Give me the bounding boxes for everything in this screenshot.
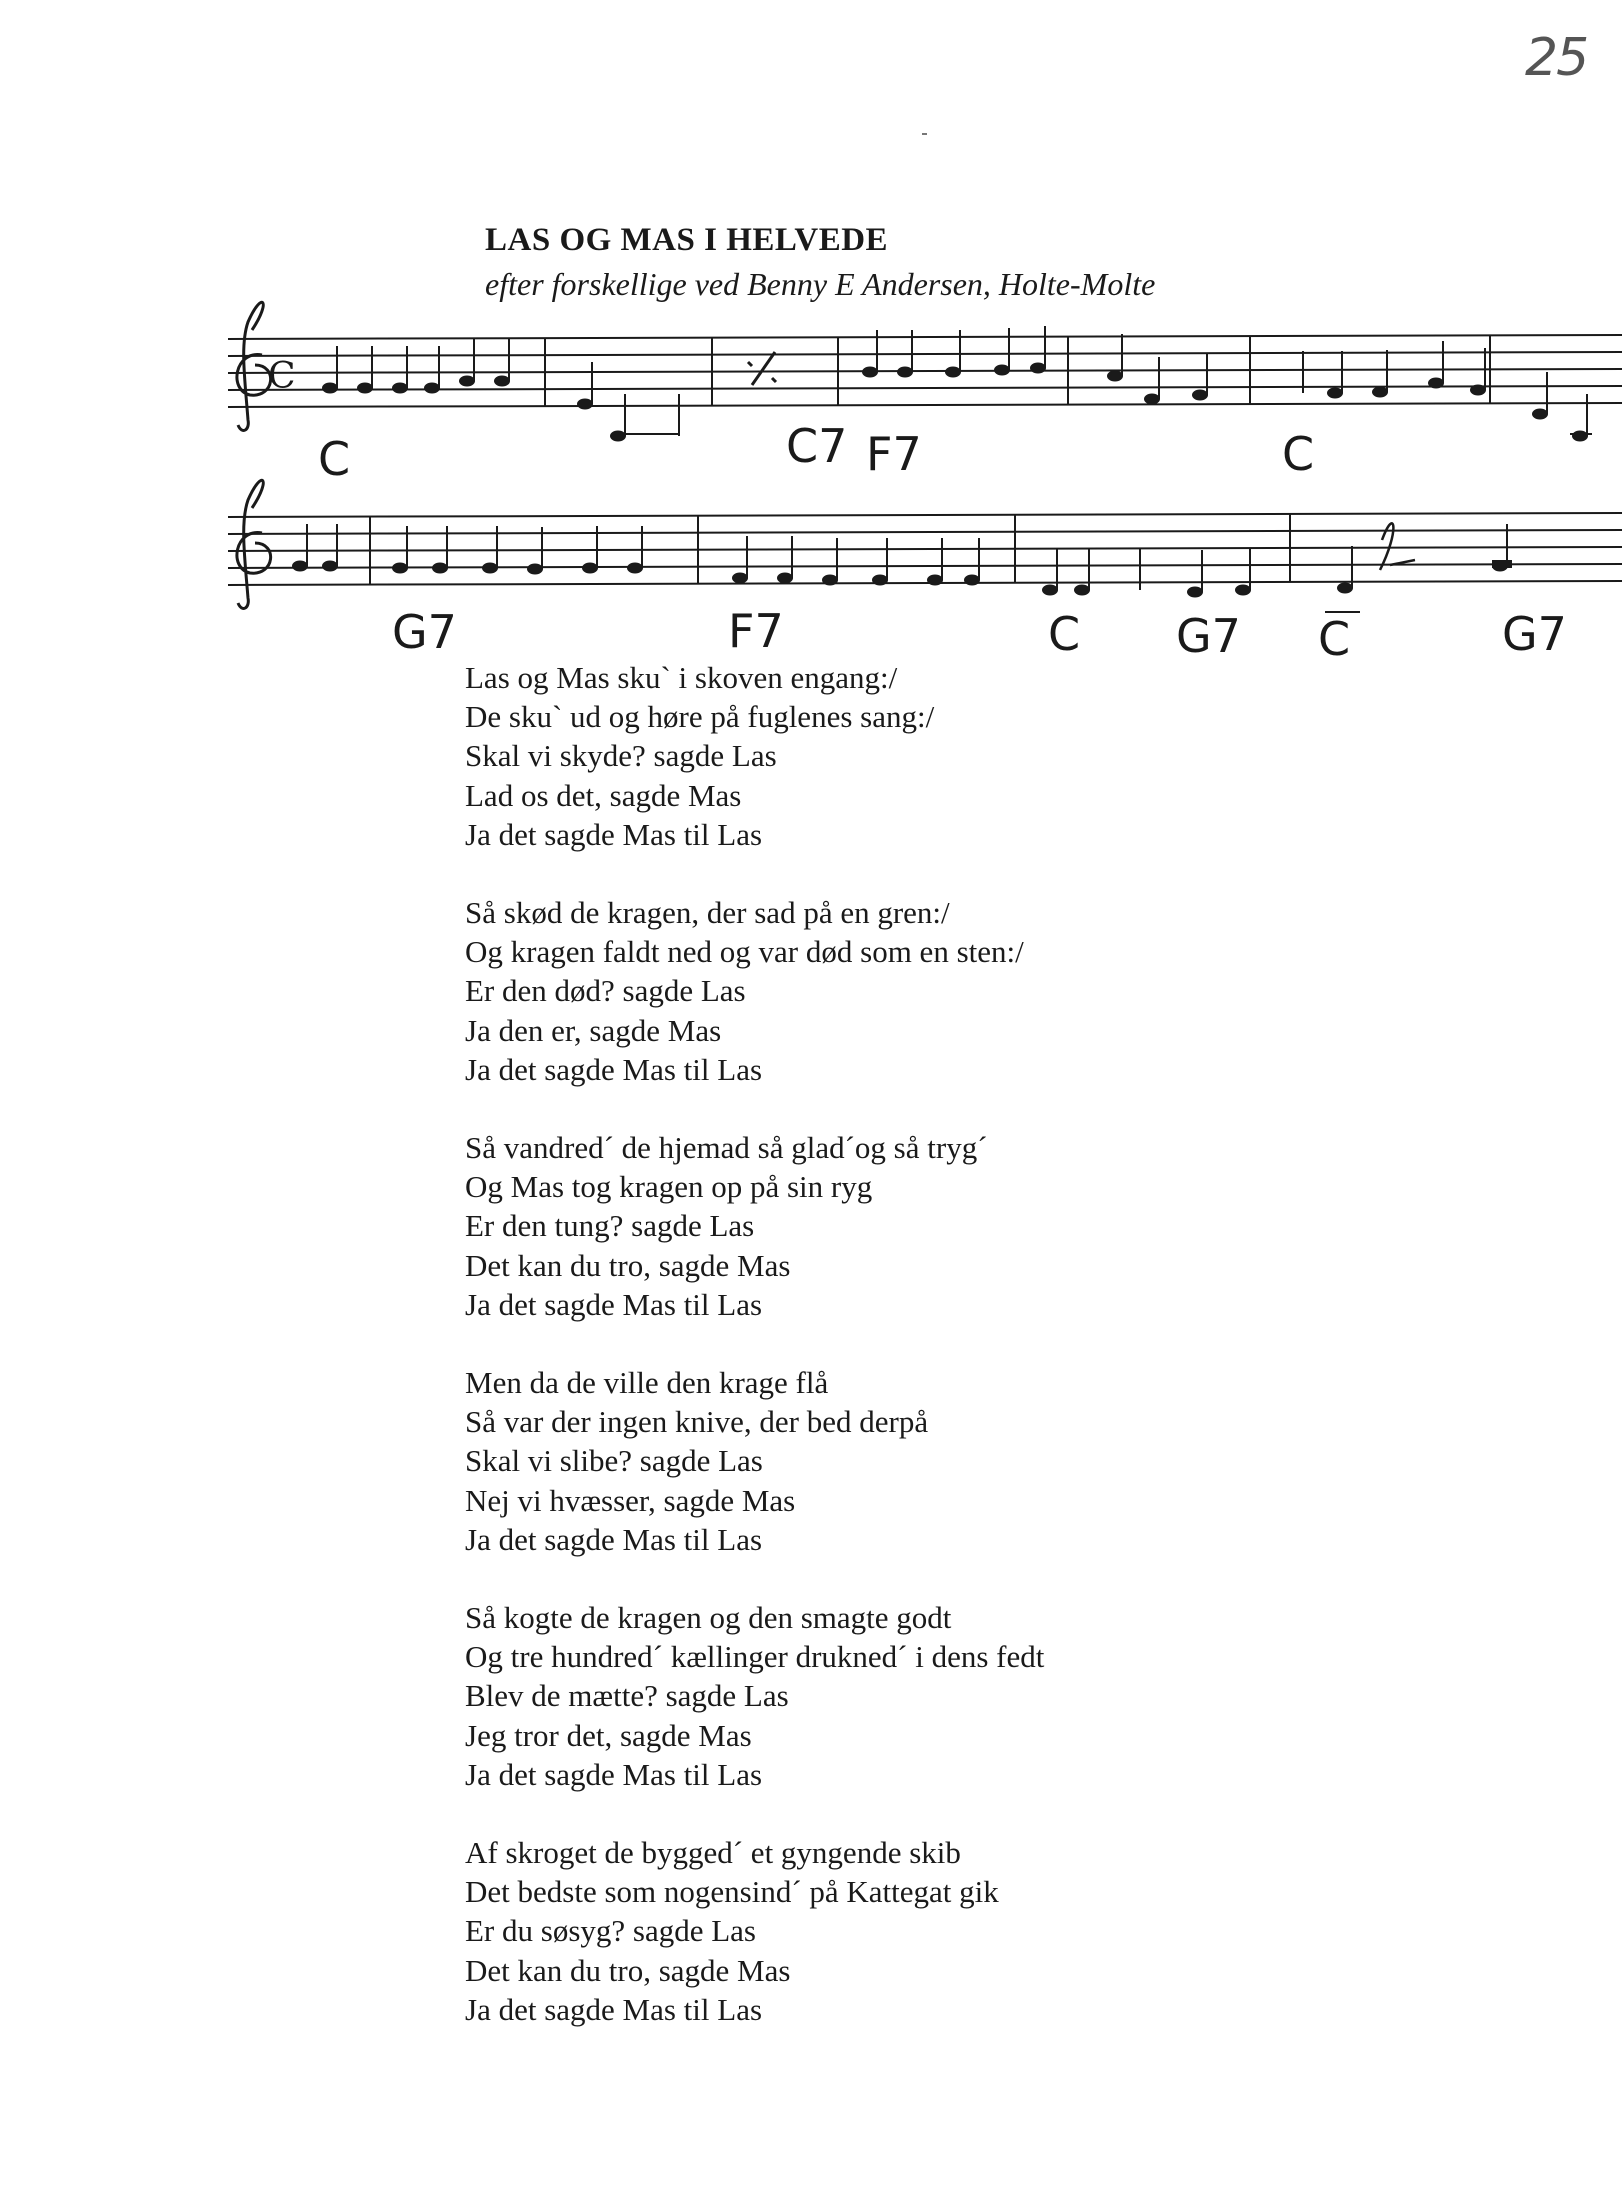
note-head xyxy=(945,367,961,378)
lyric-line: Ja det sagde Mas til Las xyxy=(465,1521,763,1557)
lyric-line: Så vandred´ de hjemad så glad´og så tryg´ xyxy=(465,1130,988,1166)
note-head xyxy=(1030,363,1046,374)
chord-symbol: C xyxy=(1048,607,1081,661)
page-number: 25 xyxy=(1525,28,1588,88)
lyric-line: Skal vi slibe? sagde Las xyxy=(465,1443,763,1479)
note-head xyxy=(392,383,408,394)
verse xyxy=(465,1363,1044,1559)
note-head xyxy=(822,575,838,586)
chord-symbol: F7 xyxy=(728,604,784,658)
lyric-line: Er du søsyg? sagde Las xyxy=(465,1913,756,1949)
chord-symbol: C xyxy=(1318,612,1351,666)
chord-symbol: C xyxy=(1282,427,1315,481)
lyric-line: Ja det sagde Mas til Las xyxy=(465,1991,763,2027)
note-head xyxy=(1470,385,1486,396)
lyric-line: Og tre hundred´ kællinger drukned´ i dens fedt xyxy=(465,1639,1045,1675)
common-time-icon: C xyxy=(268,356,296,397)
staff-1 xyxy=(228,302,1622,441)
note-head xyxy=(1192,390,1208,401)
note-head xyxy=(664,431,680,442)
lyric-line: Er den død? sagde Las xyxy=(465,973,746,1009)
note-head xyxy=(1235,585,1251,596)
staff-2 xyxy=(228,480,1622,612)
lyric-line: Ja det sagde Mas til Las xyxy=(465,1286,763,1322)
lyric-line: Så kogte de kragen og den smagte godt xyxy=(465,1600,952,1636)
note-head xyxy=(494,376,510,387)
treble-clef-icon xyxy=(237,302,271,430)
note-head xyxy=(482,563,498,574)
note-head xyxy=(927,575,943,586)
note-head xyxy=(357,383,373,394)
note-head xyxy=(1428,378,1444,389)
note-head xyxy=(322,383,338,394)
lyric-line: Ja det sagde Mas til Las xyxy=(465,816,763,852)
note-head xyxy=(459,376,475,387)
note-head xyxy=(392,563,408,574)
lyric-line: Af skroget de bygged´ et gyngende skib xyxy=(465,1835,961,1871)
verse xyxy=(465,1598,1044,1794)
note-head xyxy=(1372,387,1388,398)
note-head xyxy=(777,573,793,584)
note-head xyxy=(322,561,338,572)
note-head xyxy=(897,367,913,378)
chord-symbol: C7 xyxy=(786,419,848,473)
lyric-line: Så var der ingen knive, der bed derpå xyxy=(465,1404,929,1440)
lyric-line: Jeg tror det, sagde Mas xyxy=(465,1717,752,1753)
verse xyxy=(465,1128,1044,1324)
note-head xyxy=(610,431,626,442)
note-head xyxy=(1042,585,1058,596)
lyric-line: Det kan du tro, sagde Mas xyxy=(465,1952,791,1988)
note-head xyxy=(627,563,643,574)
note-head xyxy=(1074,585,1090,596)
lyric-line: Er den tung? sagde Las xyxy=(465,1208,755,1244)
chord-symbol: F7 xyxy=(866,427,922,481)
lyric-line: Ja det sagde Mas til Las xyxy=(465,1756,763,1792)
lyric-line: Lad os det, sagde Mas xyxy=(465,777,742,813)
lyric-line: Og Mas tog kragen op på sin ryg xyxy=(465,1169,873,1205)
note-head xyxy=(1327,388,1343,399)
verse xyxy=(465,658,1044,854)
note-head xyxy=(862,367,878,378)
lyric-line: Skal vi skyde? sagde Las xyxy=(465,738,777,774)
lyric-line: Det bedste som nogensind´ på Kattegat gik xyxy=(465,1874,999,1910)
lyric-line: Det kan du tro, sagde Mas xyxy=(465,1247,791,1283)
lyric-line: Men da de ville den krage flå xyxy=(465,1365,829,1401)
note-head xyxy=(527,564,543,575)
note-head xyxy=(577,399,593,410)
note-head xyxy=(1532,409,1548,420)
lyric-line: Blev de mætte? sagde Las xyxy=(465,1678,789,1714)
lyric-line: Ja den er, sagde Mas xyxy=(465,1012,722,1048)
repeat-measure-icon xyxy=(748,352,776,385)
lyric-line: Og kragen faldt ned og var død som en sten:/ xyxy=(465,934,1024,970)
song-title: LAS OG MAS I HELVEDE xyxy=(485,222,889,258)
note-head xyxy=(1187,587,1203,598)
treble-clef-icon xyxy=(237,480,271,608)
lyric-line: Ja det sagde Mas til Las xyxy=(465,1051,763,1087)
chord-symbol: C xyxy=(318,432,351,486)
note-head xyxy=(582,563,598,574)
lyric-line: Nej vi hvæsser, sagde Mas xyxy=(465,1482,796,1518)
chord-symbol: G7 xyxy=(1176,609,1241,663)
note-head xyxy=(1107,371,1123,382)
note-head xyxy=(872,575,888,586)
song-subtitle: efter forskellige ved Benny E Andersen, Holte-Molte xyxy=(485,266,1156,302)
note-head xyxy=(1125,585,1141,596)
verse xyxy=(465,1833,1044,2029)
note-head xyxy=(1337,583,1353,594)
note-head xyxy=(964,575,980,586)
lyric-line: Så skød de kragen, der sad på en gren:/ xyxy=(465,895,950,931)
chord-symbol: G7 xyxy=(1502,607,1567,661)
note-head xyxy=(1572,431,1588,442)
lyrics xyxy=(465,658,1044,2068)
note-head xyxy=(994,365,1010,376)
note-head xyxy=(732,573,748,584)
note-head xyxy=(292,561,308,572)
lyric-line: Las og Mas sku` i skoven engang:/ xyxy=(465,660,898,695)
sheet-music xyxy=(0,0,1622,700)
chord-symbol: G7 xyxy=(392,605,457,659)
note-head xyxy=(424,383,440,394)
note-head xyxy=(1288,388,1304,399)
rest-mark xyxy=(1492,560,1512,568)
lyric-line: De sku` ud og høre på fuglenes sang:/ xyxy=(465,699,935,735)
verse xyxy=(465,893,1044,1089)
note-head xyxy=(1144,394,1160,405)
note-head xyxy=(432,563,448,574)
